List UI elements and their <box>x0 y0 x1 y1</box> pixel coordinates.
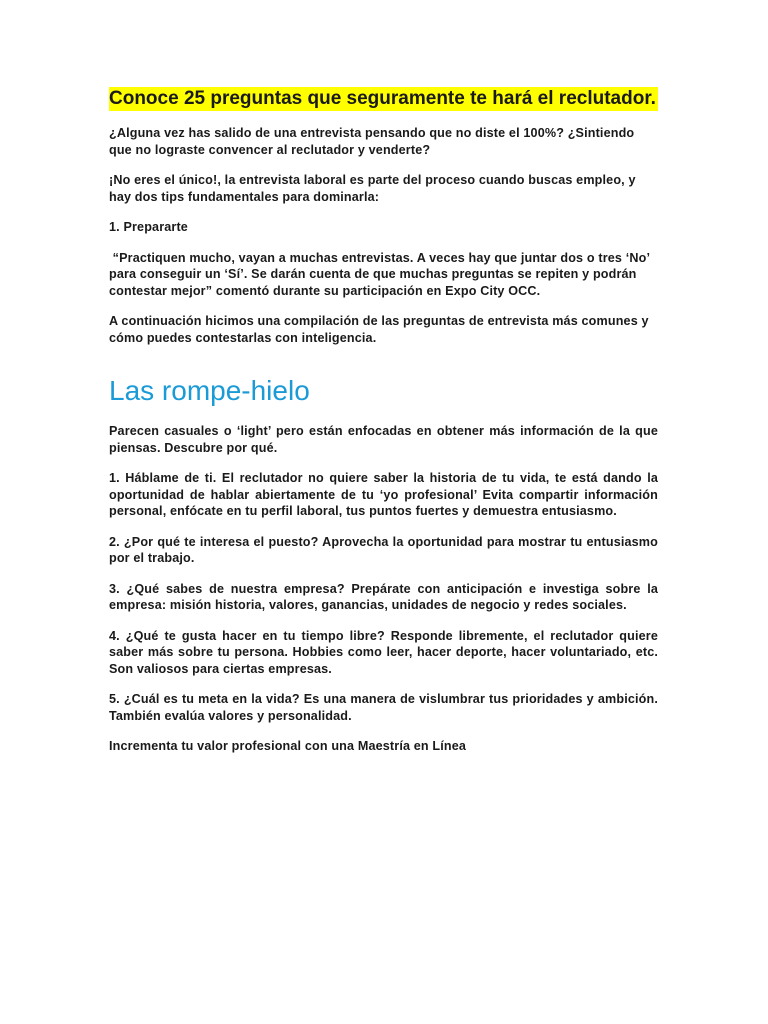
question-2: 2. ¿Por qué te interesa el puesto? Aprovecha la oportunidad para mostrar tu entusiasmo por el trabajo. <box>109 534 658 565</box>
question-1: 1. Háblame de ti. El reclutador no quiere saber la historia de tu vida, te está dando la oportunidad de hablar abiertamente de tu ‘yo profesional’ Evita compartir información personal, enfócate en tu perfil laboral, tus puntos fuertes y demuestra entusiasmo. <box>109 471 658 518</box>
intro-paragraph-1: ¿Alguna vez has salido de una entrevista pensando que no diste el 100%? ¿Sintiendo que no lograste convencer al reclutador y venderte? <box>109 126 635 157</box>
question-5: 5. ¿Cuál es tu meta en la vida? Es una manera de vislumbrar tus prioridades y ambición. También evalúa valores y personalidad. <box>109 692 658 723</box>
section-intro: Parecen casuales o ‘light’ pero están enfocadas en obtener más información de la que piensas. Descubre por qué. <box>109 424 658 455</box>
question-4: 4. ¿Qué te gusta hacer en tu tiempo libre? Responde libremente, el reclutador quiere saber más sobre tu persona. Hobbies como leer, hacer deporte, hacer voluntariado, etc. Son valiosos para ciertas empresas. <box>109 628 658 676</box>
intro-quote: “Practiquen mucho, vayan a muchas entrevistas. A veces hay que juntar dos o tres ‘No’ para conseguir un ‘Sí’. Se darán cuenta de que muchas preguntas se repiten y podrán contestar mejor” comentó durante su participación en Expo City OCC. <box>109 250 654 298</box>
document-title-text: Conoce 25 preguntas que seguramente te hará el reclutador. <box>109 88 656 109</box>
closing-line: Incrementa tu valor profesional con una Maestría en Línea <box>109 739 467 753</box>
question-3: 3. ¿Qué sabes de nuestra empresa? Prepárate con anticipación e investiga sobre la empresa: misión historia, valores, ganancias, unidades de negocio y redes sociales. <box>109 581 658 612</box>
section-title: Las rompe-hielo <box>109 375 310 406</box>
intro-tip-1: 1. Prepararte <box>109 220 188 234</box>
document-page <box>109 86 658 769</box>
intro-paragraph-2: ¡No eres el único!, la entrevista laboral es parte del proceso cuando buscas empleo, y hay dos tips fundamentales para dominarla: <box>109 173 636 204</box>
intro-paragraph-compilation: A continuación hicimos una compilación de las preguntas de entrevista más comunes y cómo puedes contestarlas con inteligencia. <box>109 314 649 345</box>
document-title <box>109 86 658 111</box>
